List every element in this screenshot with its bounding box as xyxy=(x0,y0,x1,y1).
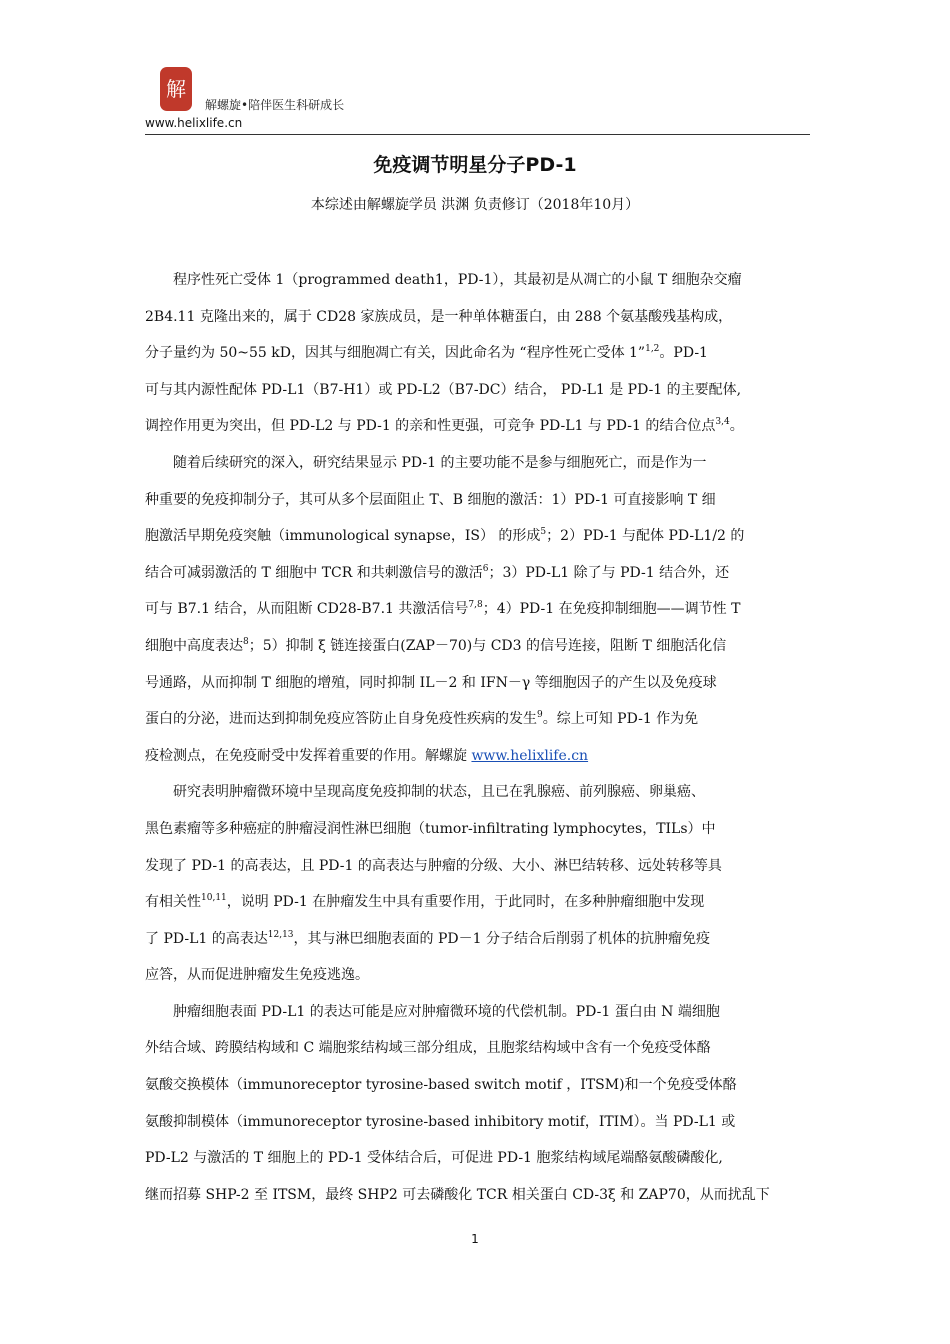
citation: 5 xyxy=(540,527,547,538)
citation: 3,4 xyxy=(715,417,730,428)
document-title: 免疫调节明星分子PD-1 xyxy=(373,154,577,176)
citation: 9 xyxy=(537,710,543,721)
svg-text:解: 解 xyxy=(166,77,186,101)
citation: 1,2 xyxy=(645,344,660,355)
paragraph-2: 随着后续研究的深入，研究结果显示 PD-1 的主要功能不是参与细胞死亡，而是作为一 种重要的免疫抑制分子，其可从多个层面阻止 T、B 细胞的激活：1）PD-1 可直接影响 T 细 胞激活早期免疫突触（immunological synapse，IS） 的形成$^5$；2）PD-1 与配体 PD-L1/2 的 结合可减弱激活的 T 细胞中 TCR 和共刺激信号的激活$^6$；3）PD-L1 除了与 PD-1 结合外，还 可与 B7.1 结合，从而阻断 CD28-B7.1 共激活信号$^{7,8}$；4）PD-1 在免疫抑制细胞——调节性 T 细胞中高度表达$^8$；5）抑制 ξ 链连接蛋白(ZAP－70)与 CD3 的信号连接，阻断 T 细胞活化信 号通路，从而抑制 T 细胞的增殖，同时抑制 IL－2 和 IFN－γ 等细胞因子的产生以及免疫球 蛋白的分泌，进而达到抑制免疫应答防止自身免疫性疾病的发生$^9$。综上可知 PD-1 作为免 疫检测点，在免疫耐受中发挥着重要的作用。解螺旋 www.helixlife.cn xyxy=(145,454,745,764)
document-subtitle: 本综述由解螺旋学员 洪渊 负责修订（2018年10月） xyxy=(310,197,640,213)
citation: 10,11 xyxy=(201,893,227,904)
page-number: 1 xyxy=(471,1232,479,1246)
citation: 6 xyxy=(482,563,489,574)
document-body xyxy=(145,262,810,1213)
citation: 8 xyxy=(243,636,249,647)
header-url[interactable]: www.helixlife.cn xyxy=(145,116,243,130)
paragraph-1: 程序性死亡受体 1（programmed death1，PD-1），其最初是从凋亡的小鼠 T 细胞杂交瘤 2B4.11 克隆出来的，属于 CD28 家族成员，是一种单体糖蛋白，由 288 个氨基酸残基构成， 分子量约为 50~55 kD，因其与细胞凋亡有关，因此命名为 “程序性死亡受体 1”$^{1,2}$。PD-1 可与其内源性配体 PD-L1（B7-H1）或 PD-L2（B7-DC）结合， PD-L1 是 PD-1 的主要配体, 调控作用更为突出，但 PD-L2 与 PD-1 的亲和性更强，可竞争 PD-L1 与 PD-1 的结合位点$^{3,4}$。 xyxy=(145,272,744,435)
helixlife-link[interactable]: www.helixlife.cn xyxy=(471,747,589,764)
header-tagline: 解螺旋•陪伴医生科研成长 xyxy=(205,98,345,112)
header-divider xyxy=(145,134,810,135)
paragraph-3: 研究表明肿瘤微环境中呈现高度免疫抑制的状态，且已在乳腺癌、前列腺癌、卵巢癌、 黑色素瘤等多种癌症的肿瘤浸润性淋巴细胞（tumor-infiltrating lymphocytes，TILs）中 发现了 PD-1 的高表达，且 PD-1 的高表达与肿瘤的分级、大小、淋巴结转移、远处转移等具 有相关性$^{10,11}$，说明 PD-1 在肿瘤发生中具有重要作用，于此同时，在多种肿瘤细胞中发现 了 PD-L1 的高表达$^{12,13}$，其与淋巴细胞表面的 PD－1 分子结合后削弱了机体的抗肿瘤免疫 应答，从而促进肿瘤发生免疫逃逸。 xyxy=(145,784,722,984)
helixlife-logo-icon xyxy=(159,66,193,112)
citation: 7,8 xyxy=(468,600,483,611)
paragraph-4: 肿瘤细胞表面 PD-L1 的表达可能是应对肿瘤微环境的代偿机制。PD-1 蛋白由 N 端细胞 外结合域、跨膜结构域和 C 端胞浆结构域三部分组成，且胞浆结构域中含有一个免疫受体酪 氨酸交换模体（immunoreceptor tyrosine-based switch motif ，ITSM)和一个免疫受体酪 氨酸抑制模体（immunoreceptor tyrosine-based inhibitory motif，ITIM）。当 PD-L1 或 PD-L2 与激活的 T 细胞上的 PD-1 受体结合后，可促进 PD-1 胞浆结构域尾端酪氨酸磷酸化, 继而招募 SHP-2 至 ITSM，最终 SHP2 可去磷酸化 TCR 相关蛋白 CD-3ξ 和 ZAP70，从而扰乱下 xyxy=(145,1003,770,1203)
citation: 12,13 xyxy=(267,929,294,940)
page-header xyxy=(145,62,810,136)
